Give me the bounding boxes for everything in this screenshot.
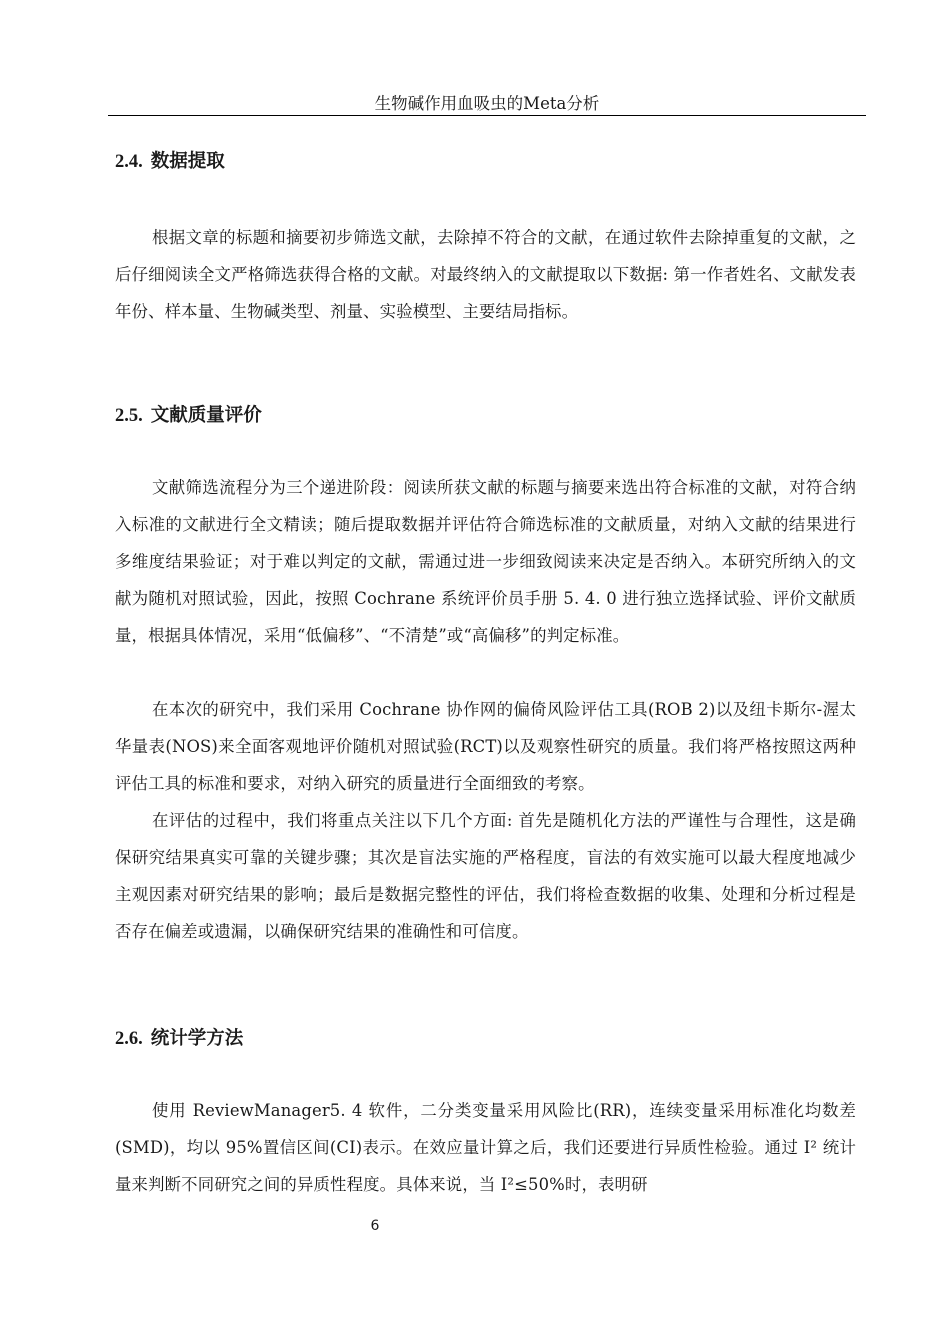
section-number: 2.6. (115, 1029, 143, 1049)
paragraph: 使用 ReviewManager5. 4 软件，二分类变量采用风险比(RR)，连续变量采用标准化均数差(SMD)，均以 95%置信区间(CI)表示。在效应量计算之后，我们还要进行异质性检验。通过 I² 统计量来判断不同研究之间的异质性程度。具体来说，当 I²≤50%时，表明研 (115, 1101, 856, 1194)
section-title: 文献质量评价 (150, 405, 262, 426)
section-number: 2.5. (115, 406, 143, 426)
section-number: 2.4. (115, 152, 143, 172)
section-title: 统计学方法 (150, 1028, 244, 1049)
section-heading-2-5 (115, 403, 262, 429)
section-title: 数据提取 (150, 151, 225, 172)
paragraph: 在评估的过程中，我们将重点关注以下几个方面: 首先是随机化方法的严谨性与合理性，这是确保研究结果真实可靠的关键步骤；其次是盲法实施的严格程度，盲法的有效实施可以最大程度地减少主观因素对研究结果的影响；最后是数据完整性的评估，我们将检查数据的收集、处理和分析过程是否存在偏差或遗漏，以确保研究结果的准确性和可信度。 (115, 811, 856, 941)
paragraph: 文献筛选流程分为三个递进阶段：阅读所获文献的标题与摘要来选出符合标准的文献，对符合纳入标准的文献进行全文精读；随后提取数据并评估符合筛选标准的文献质量，对纳入文献的结果进行多维度结果验证；对于难以判定的文献，需通过进一步细致阅读来决定是否纳入。本研究所纳入的文献为随机对照试验，因此，按照 Cochrane 系统评价员手册 5. 4. 0 进行独立选择试验、评价文献质量，根据具体情况，采用“低偏移”、“不清楚”或“高偏移”的判定标准。 (115, 478, 856, 645)
paragraph: 根据文章的标题和摘要初步筛选文献，去除掉不符合的文献，在通过软件去除掉重复的文献，之后仔细阅读全文严格筛选获得合格的文献。对最终纳入的文献提取以下数据: 第一作者姓名、文献发表年份、样本量、生物碱类型、剂量、实验模型、主要结局指标。 (115, 228, 856, 321)
paragraph: 在本次的研究中，我们采用 Cochrane 协作网的偏倚风险评估工具(ROB 2)以及纽卡斯尔-渥太华量表(NOS)来全面客观地评价随机对照试验(RCT)以及观察性研究的质量。我们将严格按照这两种评估工具的标准和要求，对纳入研究的质量进行全面细致的考察。 (115, 700, 856, 793)
page-number: 6 (370, 1218, 380, 1234)
header-rule (108, 115, 866, 116)
running-header: 生物碱作用血吸虫的Meta分析 (374, 94, 600, 113)
section-heading-2-4 (115, 149, 225, 175)
section-heading-2-6 (115, 1026, 243, 1052)
